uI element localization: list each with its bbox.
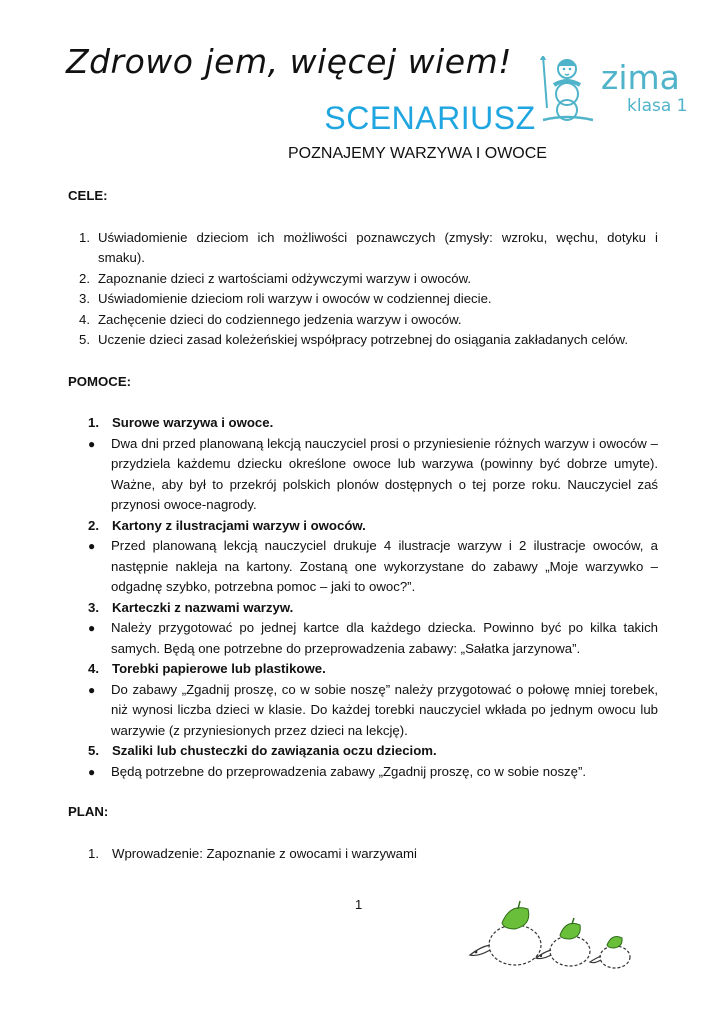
- aid-bullet: ● Przed planowaną lekcją nauczyciel drukuje 4 ilustracje warzyw i 2 ilustracje owoców, a następnie nakleja na kartony. Zostaną one wykorzystane do zabawy „Moje warzywko – odgadnę szybko, potrzebna pomoc – jaki to owoc?”.: [88, 538, 658, 594]
- plan-heading: PLAN:: [68, 804, 109, 819]
- aid-item: 5. Szaliki lub chusteczki do zawiązania oczu dzieciom.: [88, 743, 437, 758]
- handwritten-title: Zdrowo jem, więcej wiem!: [66, 42, 512, 81]
- bullet-icon: ●: [88, 621, 96, 635]
- document-title: SCENARIUSZ: [324, 100, 536, 136]
- bullet-icon: ●: [88, 539, 96, 553]
- goals-heading: CELE:: [68, 188, 108, 203]
- bullet-icon: ●: [88, 436, 96, 451]
- aid-bullet: ● Do zabawy „Zgadnij proszę, co w sobie noszę” należy przygotować o połowę mniej torebek, niż wynosi liczba dzieci w klasie. Do każdej torebki nauczyciel wkłada po jednym owocu lub warzywie (z przyniesionych przez dzieci na lekcję).: [88, 681, 658, 738]
- document-body: [68, 186, 658, 864]
- bullet-icon: ●: [88, 682, 96, 697]
- hedgehogs-illustration-icon: [460, 895, 650, 975]
- aids-heading: POMOCE:: [68, 373, 132, 389]
- aid-item: 4. Torebki papierowe lub plastikowe.: [88, 661, 326, 676]
- list-item: 1. Uświadomienie dzieciom ich możliwości poznawczych (zmysły: wzroku, węchu, dotyku i smaku).: [79, 229, 658, 265]
- list-item: 5. Uczenie dzieci zasad koleżeńskiej współpracy potrzebnej do osiągania zakładanych celów.: [79, 332, 628, 347]
- bullet-icon: ●: [88, 764, 96, 779]
- logo-class-label: klasa 1: [627, 96, 688, 116]
- aid-bullet: ● Będą potrzebne do przeprowadzenia zabawy „Zgadnij proszę, co w sobie noszę”.: [68, 762, 658, 783]
- goals-list: [68, 228, 658, 351]
- list-item: 1. Wprowadzenie: Zapoznanie z owocami i warzywami: [88, 845, 417, 861]
- logo-word: zima: [601, 58, 680, 97]
- list-item: 3. Uświadomienie dzieciom roli warzyw i owoców w codziennej diecie.: [79, 291, 492, 306]
- list-item: 4. Zachęcenie dzieci do codziennego jedzenia warzyw i owoców.: [79, 311, 462, 327]
- list-item: 2. Zapoznanie dzieci z wartościami odżywczymi warzyw i owoców.: [79, 270, 472, 286]
- aid-item: 1. Surowe warzywa i owoce.: [88, 415, 274, 430]
- document-subtitle: POZNAJEMY WARZYWA I OWOCE: [288, 145, 547, 162]
- page-number: 1: [355, 897, 363, 912]
- aid-item: 2. Kartony z ilustracjami warzyw i owoców.: [88, 517, 366, 533]
- hedgehog-small-icon: [590, 937, 630, 968]
- aid-item: 3. Karteczki z nazwami warzyw.: [88, 599, 294, 615]
- aid-bullet: ● Należy przygotować po jednej kartce dla każdego dziecka. Powinno być po kilka takich samych. Będą one potrzebne do przeprowadzenia zabawy: „Sałatka jarzynowa”.: [88, 620, 658, 656]
- hedgehog-medium-icon: [536, 918, 590, 966]
- hedgehog-large-icon: [470, 901, 541, 965]
- aid-bullet: ● Dwa dni przed planowaną lekcją nauczyciel prosi o przyniesienie różnych warzyw i owoców – przydziela każdemu dziecku określone owoce lub warzywa (powinny być dobrze umyte). Ważne, aby był to przekrój polskich plonów dostępnych o tej porze roku. Nauczyciel zaś przynosi owoce-nagrody.: [88, 435, 658, 512]
